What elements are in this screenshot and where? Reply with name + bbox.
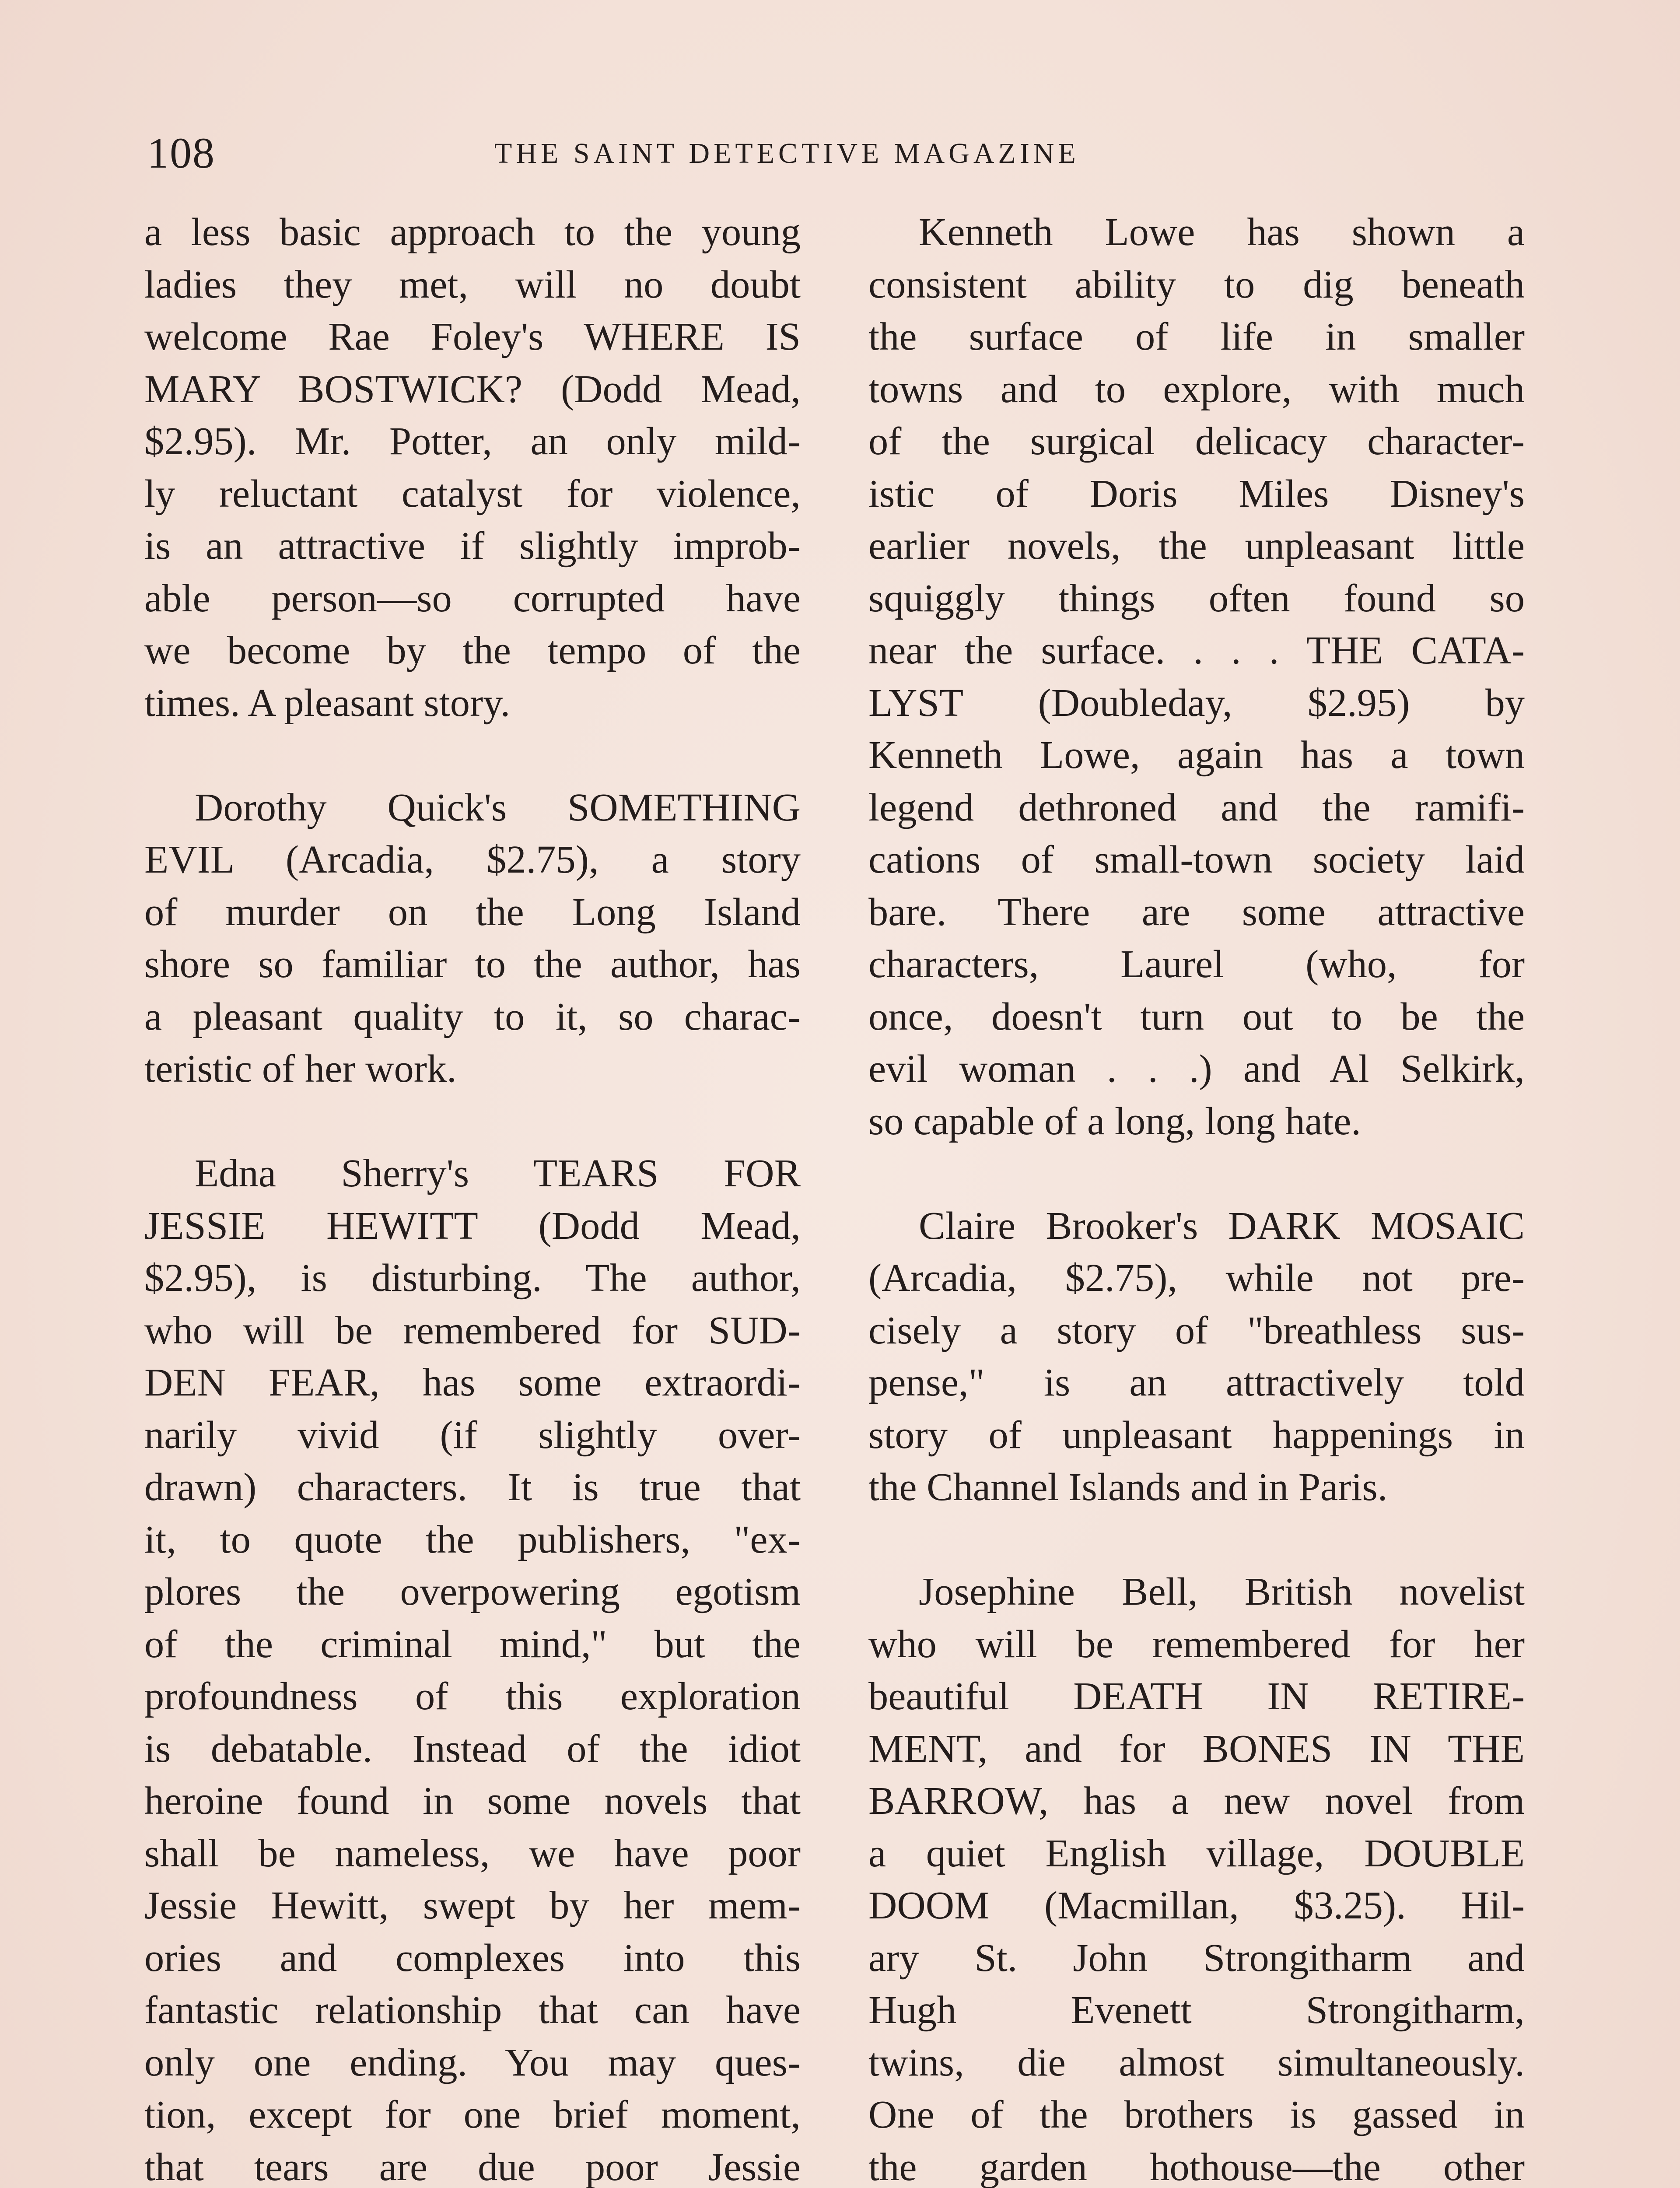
text-line: it, to quote the publishers, "ex- <box>144 1517 801 1561</box>
text-line: DEN FEAR, has some extraordi- <box>144 1360 801 1404</box>
text-line: once, doesn't turn out to be the <box>868 994 1525 1038</box>
text-line: we become by the tempo of the <box>144 628 801 672</box>
text-line: fantastic relationship that can have <box>144 1988 801 2032</box>
text-line: drawn) characters. It is true that <box>144 1465 801 1509</box>
right-column <box>868 206 1525 2188</box>
text-line: One of the brothers is gassed in <box>868 2092 1525 2136</box>
text-line: pense," is an attractively told <box>868 1360 1525 1404</box>
text-line: a pleasant quality to it, so charac- <box>144 994 801 1038</box>
right-paragraph <box>868 1199 1525 1513</box>
text-line: Jessie Hewitt, swept by her mem- <box>144 1883 801 1927</box>
text-line: EVIL (Arcadia, $2.75), a story <box>144 837 801 881</box>
text-line: ladies they met, will no doubt <box>144 262 801 306</box>
text-line: of the surgical delicacy character- <box>868 419 1525 463</box>
left-column <box>144 206 801 2188</box>
text-line: welcome Rae Foley's WHERE IS <box>144 314 801 358</box>
text-line: times. A pleasant story. <box>144 680 511 725</box>
text-line: (Arcadia, $2.75), while not pre- <box>868 1255 1525 1300</box>
text-line: bare. There are some attractive <box>868 889 1525 934</box>
text-line: the surface of life in smaller <box>868 314 1525 358</box>
text-line: Claire Brooker's DARK MOSAIC <box>919 1203 1525 1248</box>
text-line: MENT, and for BONES IN THE <box>868 1726 1525 1771</box>
text-line: LYST (Doubleday, $2.95) by <box>868 680 1525 725</box>
text-line: only one ending. You may ques- <box>144 2040 801 2084</box>
text-line: beautiful DEATH IN RETIRE- <box>868 1674 1525 1718</box>
text-line: the garden hothouse—the other <box>868 2144 1525 2188</box>
text-line: able person—so corrupted have <box>144 575 801 620</box>
right-paragraph <box>868 1565 1525 2188</box>
text-line: cations of small-town society laid <box>868 837 1525 881</box>
text-line: evil woman . . .) and Al Selkirk, <box>868 1046 1525 1090</box>
text-line: Hugh Evenett Strongitharm, <box>868 1988 1525 2032</box>
text-line: MARY BOSTWICK? (Dodd Mead, <box>144 366 801 411</box>
text-line: of murder on the Long Island <box>144 889 801 934</box>
text-line: ories and complexes into this <box>144 1935 801 1980</box>
text-line: $2.95). Mr. Potter, an only mild- <box>144 419 801 463</box>
text-line: earlier novels, the unpleasant little <box>868 523 1525 568</box>
text-line: characters, Laurel (who, for <box>868 942 1525 986</box>
text-line: is debatable. Instead of the idiot <box>144 1726 801 1771</box>
text-line: teristic of her work. <box>144 1046 457 1090</box>
text-line: ary St. John Strongitharm and <box>868 1935 1525 1980</box>
text-line: heroine found in some novels that <box>144 1778 801 1823</box>
text-line: narily vivid (if slightly over- <box>144 1412 801 1457</box>
left-paragraph <box>144 1147 801 2188</box>
text-line: JESSIE HEWITT (Dodd Mead, <box>144 1203 801 1248</box>
text-line: legend dethroned and the ramifi- <box>868 785 1525 829</box>
text-line: cisely a story of "breathless sus- <box>868 1308 1525 1352</box>
text-line: the Channel Islands and in Paris. <box>868 1465 1388 1509</box>
text-line: BARROW, has a new novel from <box>868 1778 1525 1823</box>
text-line: squiggly things often found so <box>868 575 1525 620</box>
text-line: of the criminal mind," but the <box>144 1621 801 1666</box>
text-line: towns and to explore, with much <box>868 366 1525 411</box>
text-line: Dorothy Quick's SOMETHING <box>195 785 801 829</box>
text-line: Edna Sherry's TEARS FOR <box>195 1151 801 1195</box>
text-line: who will be remembered for SUD- <box>144 1308 801 1352</box>
right-paragraph <box>868 206 1525 1147</box>
text-line: twins, die almost simultaneously. <box>868 2040 1525 2084</box>
left-paragraph <box>144 206 801 729</box>
text-line: story of unpleasant happenings in <box>868 1412 1525 1457</box>
text-line: who will be remembered for her <box>868 1621 1525 1666</box>
text-line: near the surface. . . . THE CATA- <box>868 628 1525 672</box>
text-line: is an attractive if slightly improb- <box>144 523 801 568</box>
text-line: so capable of a long, long hate. <box>868 1098 1361 1143</box>
text-line: shall be nameless, we have poor <box>144 1830 801 1875</box>
page-number: 108 <box>147 129 215 177</box>
text-line: profoundness of this exploration <box>144 1674 801 1718</box>
text-line: a less basic approach to the young <box>144 210 801 254</box>
running-head: THE SAINT DETECTIVE MAGAZINE <box>494 137 1080 169</box>
text-line: Kenneth Lowe has shown a <box>919 210 1525 254</box>
text-line: istic of Doris Miles Disney's <box>868 471 1525 515</box>
text-line: a quiet English village, DOUBLE <box>868 1830 1525 1875</box>
text-line: tion, except for one brief moment, <box>144 2092 801 2136</box>
text-line: plores the overpowering egotism <box>144 1569 801 1613</box>
text-line: Josephine Bell, British novelist <box>919 1569 1525 1613</box>
text-line: $2.95), is disturbing. The author, <box>144 1255 801 1300</box>
left-paragraph <box>144 781 801 1095</box>
text-line: shore so familiar to the author, has <box>144 942 801 986</box>
text-line: consistent ability to dig beneath <box>868 262 1525 306</box>
text-line: Kenneth Lowe, again has a town <box>868 733 1525 777</box>
text-line: DOOM (Macmillan, $3.25). Hil- <box>868 1883 1525 1927</box>
text-line: that tears are due poor Jessie <box>144 2144 801 2188</box>
text-line: ly reluctant catalyst for violence, <box>144 471 801 515</box>
